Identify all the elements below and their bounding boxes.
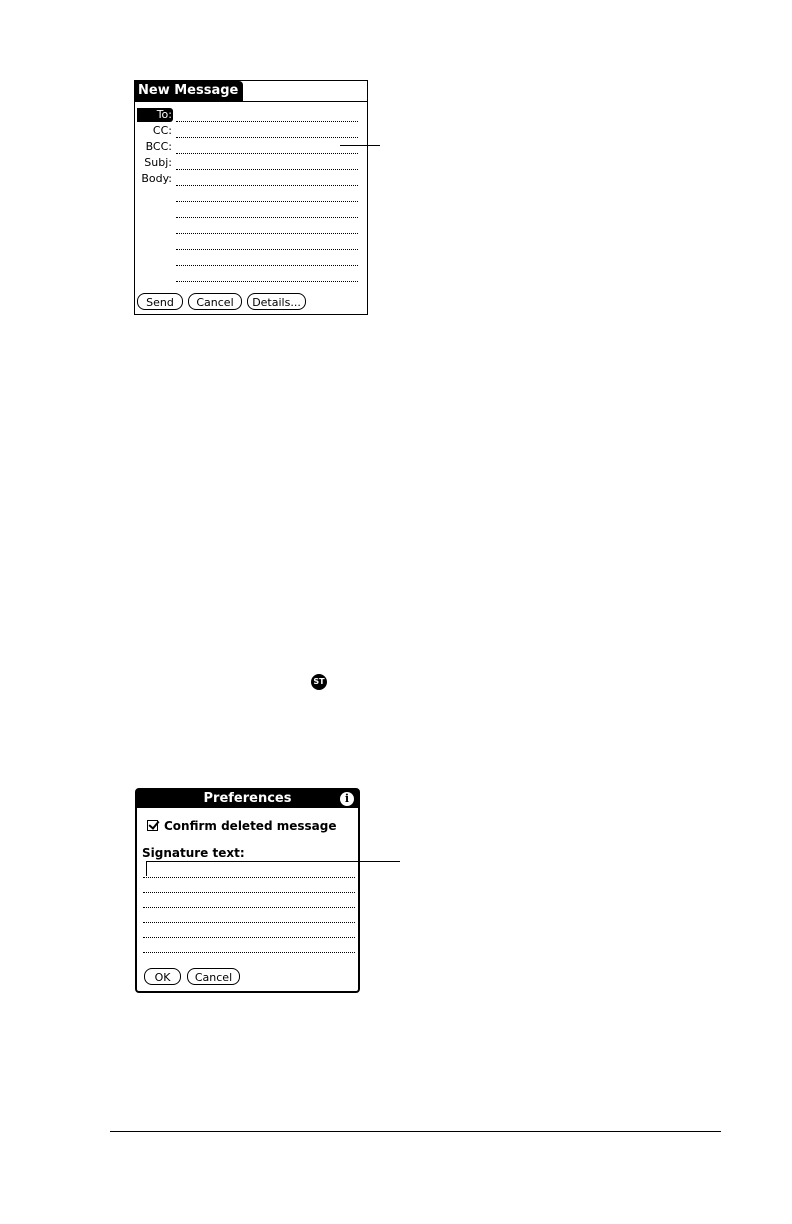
info-icon[interactable]: i [340,792,354,806]
signature-field-line[interactable] [143,952,355,953]
subject-field[interactable] [176,169,358,170]
body-field-line[interactable] [176,265,358,266]
dialog-title: Preferences [203,791,292,806]
body-field-line[interactable] [176,217,358,218]
body-field-line[interactable] [176,201,358,202]
signature-callout-line [146,861,400,862]
body-field-line[interactable] [176,281,358,282]
body-field-label[interactable]: Body: [141,172,172,185]
footer-rule [110,1131,721,1132]
cc-field[interactable] [176,137,358,138]
body-field-line[interactable] [176,249,358,250]
confirm-delete-label: Confirm deleted message [164,819,337,833]
signature-callout-tick [146,861,147,876]
cancel-button[interactable]: Cancel [188,293,242,310]
bcc-field[interactable] [176,153,358,154]
screen-title: New Message [135,81,243,101]
bcc-callout-line [340,145,380,146]
signature-field-line[interactable] [143,907,355,908]
cancel-button[interactable]: Cancel [187,968,240,985]
to-field-label[interactable]: To: [137,108,173,122]
new-message-screen [134,80,368,315]
body-field-line[interactable] [176,185,358,186]
signature-field-line[interactable] [143,922,355,923]
send-button[interactable]: Send [137,293,183,310]
cc-field-label[interactable]: CC: [152,124,172,137]
command-stroke-icon: ST [311,674,327,690]
bcc-field-label[interactable]: BCC: [145,140,172,153]
title-bar [135,81,367,102]
signature-label: Signature text: [142,846,245,860]
to-field[interactable] [176,121,358,122]
signature-field-line[interactable] [143,937,355,938]
signature-field-line[interactable] [143,892,355,893]
signature-field-line[interactable] [143,877,355,878]
subject-field-label[interactable]: Subj: [144,156,172,169]
confirm-delete-checkbox[interactable] [147,820,158,831]
title-bar [137,790,358,808]
preferences-dialog [135,788,360,993]
ok-button[interactable]: OK [144,968,181,985]
details-button[interactable]: Details... [247,293,306,310]
body-field-line[interactable] [176,233,358,234]
